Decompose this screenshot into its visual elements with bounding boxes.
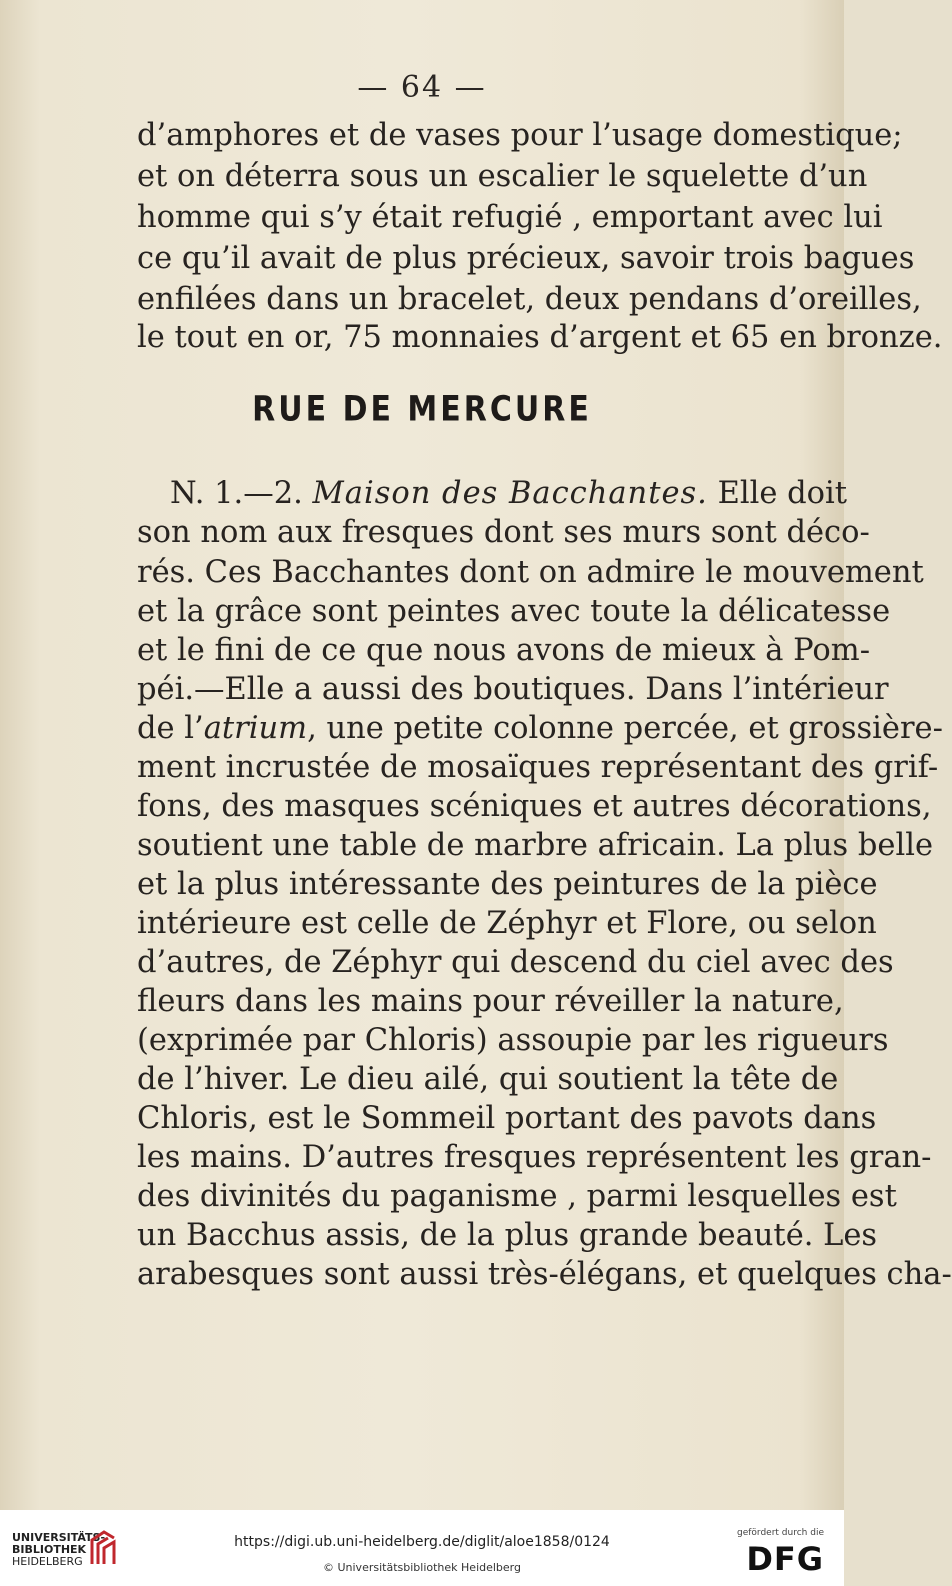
library-logo-line: BIBLIOTHEK: [12, 1543, 87, 1556]
text-line: fons, des masques scéniques et autres décorations,: [137, 789, 932, 824]
text-line: un Bacchus assis, de la plus grande beauté. Les: [137, 1218, 878, 1253]
text-line: d’amphores et de vases pour l’usage domestique;: [137, 118, 903, 153]
text-line: son nom aux fresques dont ses murs sont déco-: [137, 515, 870, 550]
funded-by-label: gefördert durch die: [737, 1528, 824, 1538]
text-line: et le fini de ce que nous avons de mieux à Pom-: [137, 633, 870, 668]
atrium-line-before: de l’: [137, 711, 204, 746]
text-line: fleurs dans les mains pour réveiller la nature,: [137, 984, 844, 1019]
text-line: d’autres, de Zéphyr qui descend du ciel avec des: [137, 945, 894, 980]
entry-first-line-rest: Elle doit: [717, 476, 847, 511]
text-line: ment incrustée de mosaïques représentant des grif-: [137, 750, 939, 785]
text-line: de l’hiver. Le dieu ailé, qui soutient la tête de: [137, 1062, 839, 1097]
text-line: péi.—Elle a aussi des boutiques. Dans l’intérieur: [137, 672, 889, 707]
text-line: des divinités du paganisme , parmi lesquelles est: [137, 1179, 897, 1214]
permalink-url[interactable]: https://digi.ub.uni-heidelberg.de/diglit/aloe1858/0124: [234, 1534, 610, 1550]
text-line: les mains. D’autres fresques représentent les gran-: [137, 1140, 932, 1175]
library-logo-line: UNIVERSITÄTS-: [12, 1531, 106, 1544]
viewer-footer: [0, 1510, 844, 1586]
atrium-line-after: , une petite colonne percée, et grossière-: [307, 711, 943, 746]
section-heading: RUE DE MERCURE: [252, 389, 592, 430]
text-line: intérieure est celle de Zéphyr et Flore, ou selon: [137, 906, 877, 941]
text-line: rés. Ces Bacchantes dont on admire le mouvement: [137, 555, 924, 590]
library-logo-line: HEIDELBERG: [12, 1555, 83, 1568]
text-line: ce qu’il avait de plus précieux, savoir trois bagues: [137, 241, 915, 276]
atrium-line: [137, 709, 943, 749]
text-line: enfilées dans un bracelet, deux pendans d’oreilles,: [137, 282, 922, 317]
text-line: et on déterra sous un escalier le squelette d’un: [137, 159, 868, 194]
text-line: et la plus intéressante des peintures de la pièce: [137, 867, 878, 902]
text-line: le tout en or, 75 monnaies d’argent et 65 en bronze.: [137, 320, 943, 355]
entry-heading-line: [170, 474, 847, 514]
text-line: (exprimée par Chloris) assoupie par les rigueurs: [137, 1023, 889, 1058]
text-line: soutient une table de marbre africain. La plus belle: [137, 828, 934, 863]
text-line: Chloris, est le Sommeil portant des pavots dans: [137, 1101, 877, 1136]
text-line: et la grâce sont peintes avec toute la délicatesse: [137, 594, 891, 629]
entry-number: N. 1.—2.: [170, 476, 303, 511]
entry-title: Maison des Bacchantes.: [312, 476, 708, 511]
atrium-italic: atrium: [203, 711, 308, 746]
text-line: arabesques sont aussi très-élégans, et quelques cha-: [137, 1257, 952, 1292]
dfg-logo: DFG: [746, 1540, 824, 1578]
page-number: — 64 —: [357, 70, 487, 105]
text-line: homme qui s’y était refugié , emportant avec lui: [137, 200, 883, 235]
copyright-notice: © Universitätsbibliothek Heidelberg: [322, 1561, 521, 1574]
